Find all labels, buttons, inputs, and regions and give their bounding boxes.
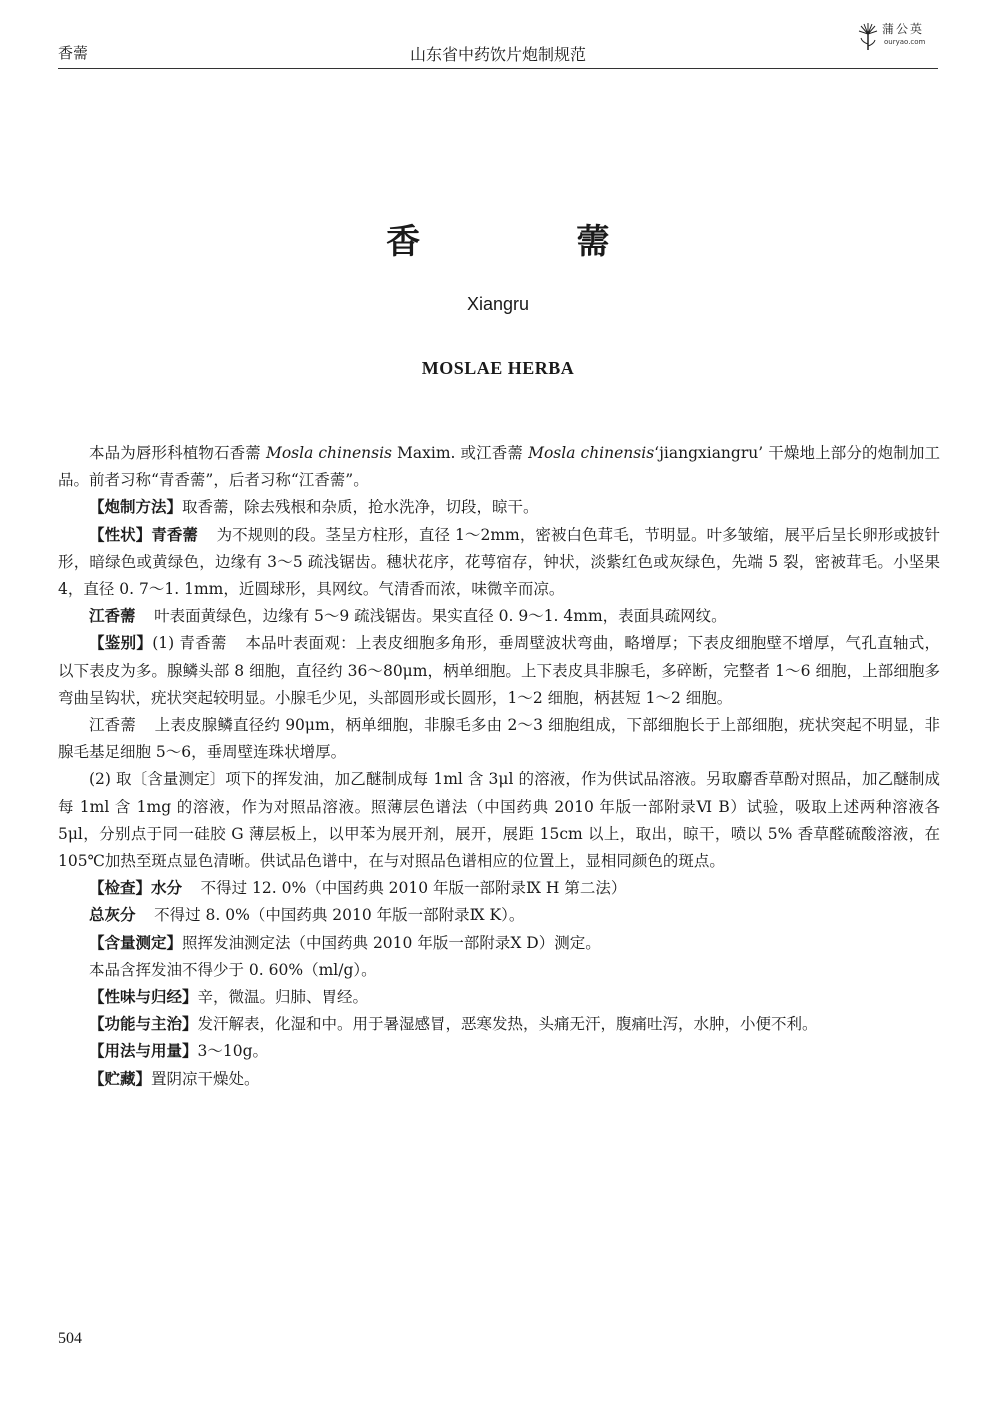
section-text: 3～10g。 <box>197 1042 269 1061</box>
section-text: 取香薷，除去残根和杂质，抢水洗净，切段，晾干。 <box>182 498 539 517</box>
inspection-section-2 <box>58 902 940 929</box>
monograph-body <box>58 440 940 1093</box>
pinyin-title: Xiangru <box>466 294 530 314</box>
page-header <box>58 22 938 69</box>
nature-section <box>58 984 940 1011</box>
section-text: 发汗解表，化湿和中。用于暑湿感冒，恶寒发热，头痛无汗，腹痛吐泻，水肿，小便不利。 <box>197 1015 818 1034</box>
latin-title: MOSLAE HERBA <box>421 358 575 378</box>
assay-section <box>58 930 940 957</box>
intro-paragraph <box>58 440 940 494</box>
section-text: 叶表面黄绿色，边缘有 5～9 疏浅锯齿。果实直径 0. 9～1. 4mm，表面具疏网纹。 <box>154 607 727 626</box>
species-name: Mosla chinensis <box>265 444 392 462</box>
identification-section-3 <box>58 766 940 875</box>
intro-text: 本品为唇形科植物石香薷 <box>89 444 266 462</box>
sub-label: 青香薷 <box>151 525 198 544</box>
section-text: 为不规则的段。茎呈方柱形，直径 1～2mm，密被白色茸毛，节明显。叶多皱缩，展平后呈长卵形或披针形，暗绿色或黄绿色，边缘有 3～5 疏浅锯齿。穗状花序，花萼宿存，钟状，淡紫红色或灰绿色，先端 5 裂，密被茸毛。小坚果 4，直径 0. 7～1. 1mm，近圆球形，具网纹。气清香而浓，味微辛而凉。 <box>58 525 940 599</box>
usage-section <box>58 1038 940 1065</box>
intro-text: ‘jiangxiangru’ 干燥地上部分的炮制加工品。前者习称“青香薷”，后者习称“江香薷”。 <box>58 444 940 490</box>
assay-section-2 <box>58 957 940 984</box>
logo-url: ouryao.com <box>884 38 926 46</box>
section-text: 辛，微温。归肺、胃经。 <box>197 988 369 1007</box>
section-label: 【性味与归经】 <box>89 988 198 1007</box>
identification-section-2 <box>58 712 940 766</box>
site-logo <box>856 20 936 56</box>
species-name: Mosla chinensis <box>528 444 655 462</box>
page-number: 504 <box>58 1330 82 1347</box>
section-label: 【鉴别】 <box>89 634 153 653</box>
section-label: 【检查】 <box>89 879 152 898</box>
section-text: 置阴凉干燥处。 <box>151 1069 260 1088</box>
section-text: 不得过 12. 0%（中国药典 2010 年版一部附录Ⅸ H 第二法） <box>200 879 627 898</box>
sub-label: 总灰分 <box>89 906 136 925</box>
characters-section-2 <box>58 603 940 630</box>
section-label: 【贮藏】 <box>89 1069 152 1088</box>
book-title: 山东省中药饮片炮制规范 <box>409 45 586 64</box>
sub-label: 青香薷 <box>179 634 227 653</box>
running-head: 香薷 <box>58 44 89 62</box>
sub-label: 江香薷 <box>89 716 137 735</box>
processing-section <box>58 494 940 521</box>
section-text: 上表皮腺鳞直径约 90μm，柄单细胞，非腺毛多由 2～3 细胞组成，下部细胞长于上部细胞，疣状突起不明显，非腺毛基足细胞 5～6，垂周壁连珠状增厚。 <box>58 716 940 762</box>
sub-label: 水分 <box>151 879 183 898</box>
section-text: 本品含挥发油不得少于 0. 60%（ml/g）。 <box>89 960 377 979</box>
functions-section <box>58 1011 940 1038</box>
monograph-title: 香 薷 <box>386 222 682 262</box>
section-label: 【性状】 <box>89 525 152 544</box>
section-label: 【功能与主治】 <box>89 1015 198 1034</box>
section-text: (2) 取〔含量测定〕项下的挥发油，加乙醚制成每 1ml 含 3μl 的溶液，作为供试品溶液。另取麝香草酚对照品，加乙醚制成每 1ml 含 1mg 的溶液，作为对照品溶液。照薄层色谱法（中国药典 2010 年版一部附录Ⅵ B）试验，吸取上述两种溶液各 5μl，分别点于同一硅胶 G 薄层板上，以甲苯为展开剂，展开，展距 15cm 以上，取出，晾干，喷以 5% 香草醛硫酸溶液，在 105℃加热至斑点显色清晰。供试品色谱中，在与对照品色谱相应的位置上，显相同颜色的斑点。 <box>58 770 940 871</box>
inspection-section <box>58 875 940 902</box>
intro-text: Maxim. 或江香薷 <box>392 444 529 462</box>
dandelion-icon <box>856 22 880 52</box>
storage-section <box>58 1066 940 1093</box>
sub-label: 江香薷 <box>89 607 136 626</box>
section-text: 照挥发油测定法（中国药典 2010 年版一部附录Ⅹ D）测定。 <box>182 933 601 952</box>
section-label: 【炮制方法】 <box>89 498 183 517</box>
item-number: (1) <box>152 634 175 653</box>
section-text: 本品叶表面观：上表皮细胞多角形，垂周壁波状弯曲，略增厚；下表皮细胞壁不增厚，气孔直轴式，以下表皮为多。腺鳞头部 8 细胞，直径约 36～80μm，柄单细胞。上下表皮具非腺毛，多碎断，完整者 1～6 细胞，上部细胞多弯曲呈钩状，疣状突起较明显。小腺毛少见，头部圆形或长圆形，1～2 细胞，柄甚短 1～2 细胞。 <box>58 634 940 707</box>
section-label: 【用法与用量】 <box>89 1042 198 1061</box>
characters-section <box>58 522 940 604</box>
section-text: 不得过 8. 0%（中国药典 2010 年版一部附录Ⅸ K）。 <box>154 906 525 925</box>
section-label: 【含量测定】 <box>89 933 183 952</box>
identification-section <box>58 630 940 712</box>
logo-text: 蒲公英 <box>882 22 925 36</box>
